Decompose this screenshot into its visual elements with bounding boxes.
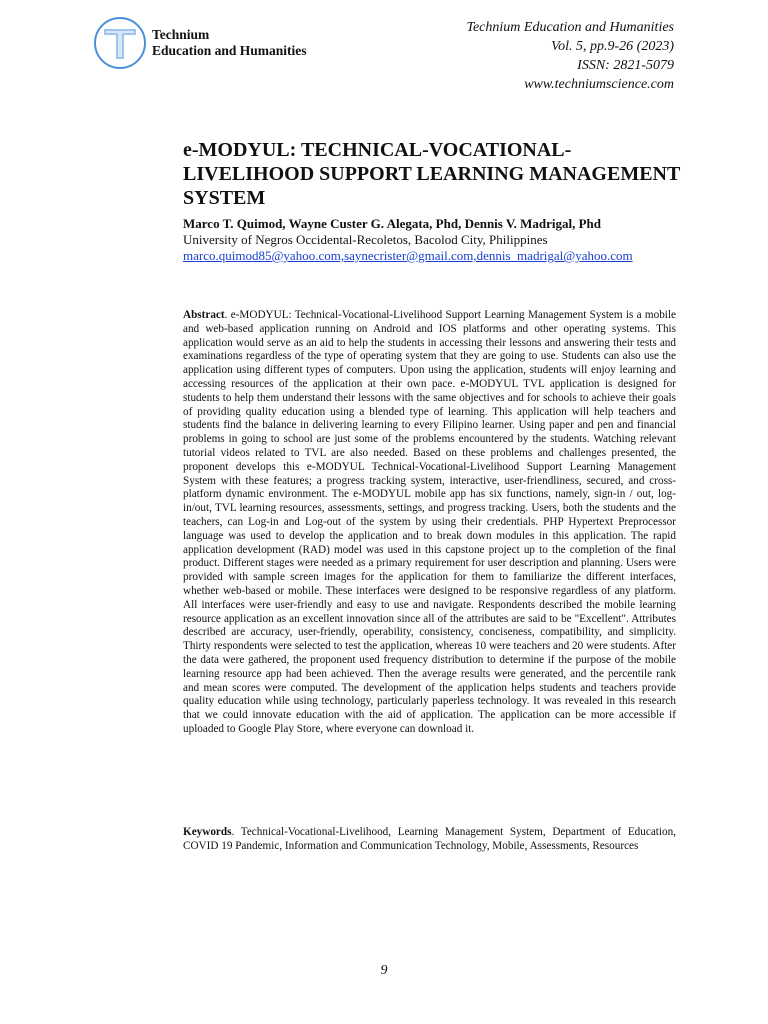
journal-website[interactable]: www.techniumscience.com	[524, 77, 674, 92]
keywords	[183, 826, 676, 854]
logo-emblem-icon	[94, 17, 146, 69]
journal-header	[466, 18, 674, 94]
author-emails-link[interactable]: marco.quimod85@yahoo.com,saynecrister@gmail.com,dennis_madrigal@yahoo.com	[183, 248, 633, 263]
author-block	[183, 216, 683, 264]
keywords-label: Keywords	[183, 826, 232, 838]
journal-logo	[94, 17, 334, 75]
journal-volume: Vol. 5, pp.9-26 (2023)	[551, 39, 674, 54]
abstract-label: Abstract	[183, 309, 225, 321]
logo-line-2: Education and Humanities	[152, 43, 307, 58]
keywords-text: . Technical-Vocational-Livelihood, Learning Management System, Department of Education, COVID 19 Pandemic, Information and Communication Technology, Mobile, Assessments, Resources	[183, 826, 676, 852]
author-names: Marco T. Quimod, Wayne Custer G. Alegata, Phd, Dennis V. Madrigal, Phd	[183, 216, 601, 231]
abstract	[183, 309, 676, 737]
logo-line-1: Technium	[152, 27, 210, 42]
journal-name: Technium Education and Humanities	[466, 20, 674, 35]
abstract-text: . e-MODYUL: Technical-Vocational-Livelihood Support Learning Management System is a mobile and web-based application running on Android and IOS platforms and other operating systems. This application would serve as an aid to help the students in accessing their lessons and answering their tests and examinations regardless of the type of operating system that they are going to use. Students can also use the application using different types of computers. Upon using the application, students will enjoy learning and accessing resources of the application at their own pace. e-MODYUL TVL application is designed for students to help them understand their lessons with the same objectives and for schools to achieve their goals of providing quality education using a blended type of learning. This application will help teachers and students find the balance in delivering learning to every Filipino learner. Using paper and pen and financial problems in going to school are just some of the problems encountered by the students. Watching relevant tutorial videos related to TVL are also needed. Based on these problems and challenges presented, the proponent develops this e-MODYUL Technical-Vocational-Livelihood Support Learning Management System with these features; a progress tracking system, interactive, user-friendliness, secured, and cross-platform dynamic environment. The e-MODYUL mobile app has six functions, namely, sign-in / out, log-in/out, TVL learning resources, assessments, settings, and progress tracking. Users, both the students and the teachers, can Log-in and Log-out of the system by using their credentials. PHP Hypertext Preprocessor language was used to develop the application and to break down modules in this application. The rapid application development (RAD) model was used in this capstone project up to the completion of the final product. Different stages were needed as a primary requirement for user description and planning. Users were provided with sample screen images for the application for them to familiarize the different interfaces, whether web-based or mobile. These interfaces were designed to be responsive regardless of any platform. All interfaces were user-friendly and easy to use and navigate. Respondents described the mobile learning resource application as an excellent innovation since all of the attributes are said to be "Excellent". Attributes described are accuracy, user-friendly, operability, consistency, conciseness, compatibility, and simplicity. Thirty respondents were selected to test the application, whereas 10 were teachers and 20 were students. After the data were gathered, the proponent used frequency distribution to determine if the purpose of the mobile learning resource app had been achieved. Then the average results were generated, and the percentile rank and mean scores were computed. The development of the application helps students and teachers provide quality education while using technology, particularly paperless technology. It was revealed in this research that we could innovate education with the aid of application. The application can be more accessible if uploaded to Google Play Store, where everyone can download it.	[183, 309, 676, 735]
author-affiliation: University of Negros Occidental-Recoletos, Bacolod City, Philippines	[183, 232, 548, 247]
journal-issn: ISSN: 2821-5079	[577, 58, 674, 73]
page-number: 9	[380, 963, 388, 978]
paper-title: e-MODYUL: TECHNICAL-VOCATIONAL-LIVELIHOOD SUPPORT LEARNING MANAGEMENT SYSTEM	[183, 139, 680, 209]
logo-text	[152, 27, 307, 59]
